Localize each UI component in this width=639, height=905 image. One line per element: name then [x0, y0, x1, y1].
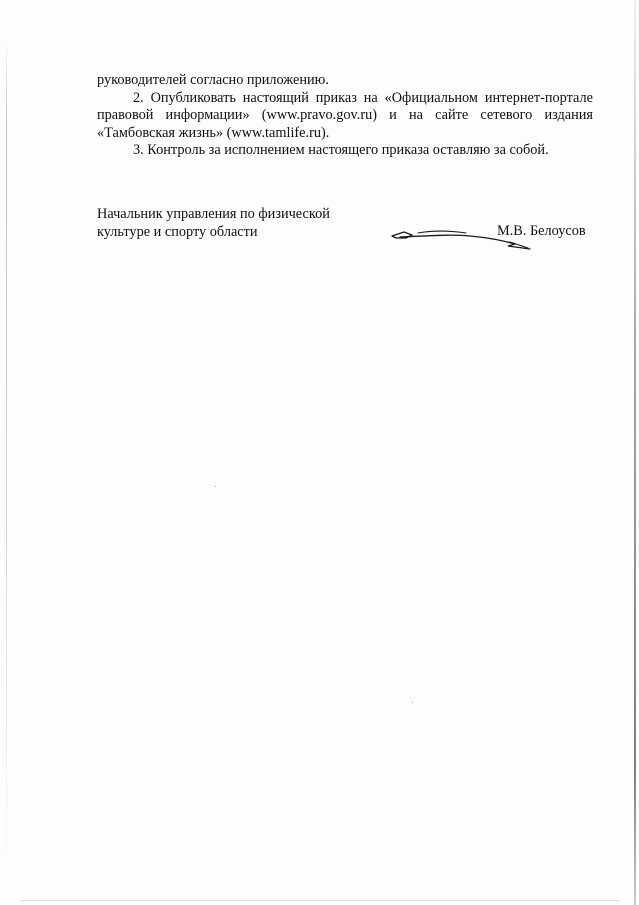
- document-body: [97, 72, 593, 160]
- signatory-name: М.В. Белоусов: [497, 223, 586, 239]
- scan-speck: [412, 702, 413, 703]
- paragraph-publish: 2. Опубликовать настоящий приказ на «Официальном интернет-портале правовой информации» (www.pravo.gov.ru) и на сайте сетевого издания «Тамбовская жизнь» (www.tamlife.ru).: [97, 89, 593, 141]
- scan-edge-left: [6, 40, 7, 880]
- scan-edge-bottom: [20, 900, 620, 901]
- paragraph-control: 3. Контроль за исполнением настоящего приказа оставляю за собой.: [133, 142, 549, 158]
- handwritten-signature-icon: [390, 224, 540, 254]
- signatory-title-line-2: культуре и спорту области: [97, 223, 258, 240]
- signatory-title-line-1: Начальник управления по физической: [97, 206, 330, 222]
- scan-speck: [215, 486, 216, 487]
- scan-edge-right: [634, 0, 636, 905]
- signatory-title: [97, 206, 357, 241]
- paragraph-continuation: руководителей согласно приложению.: [97, 72, 329, 88]
